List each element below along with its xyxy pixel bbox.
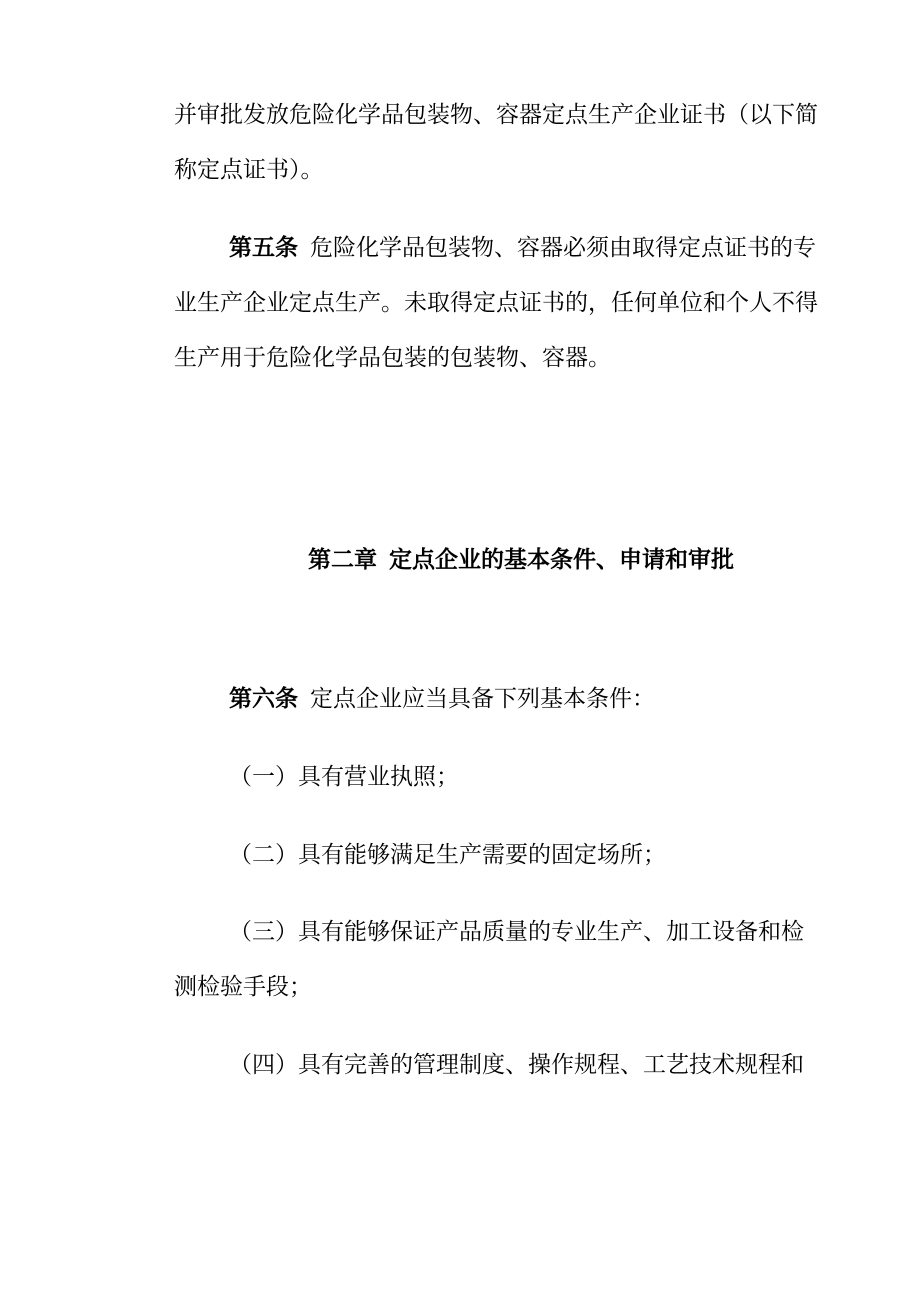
chapter-number: 第二章	[308, 547, 377, 573]
article6-intro: 定点企业应当具备下列基本条件：	[310, 686, 655, 712]
list-item: （四）具有完善的管理制度、操作规程、工艺技术规程和	[229, 1052, 804, 1078]
article5-text-1: 危险化学品包装物、容器必须由取得定点证书的专	[310, 235, 816, 261]
article5-line-3: 生产用于危险化学品包装的包装物、容器。	[174, 345, 611, 371]
chapter-title: 定点企业的基本条件、申请和审批	[389, 547, 734, 573]
list-item-continuation: 测检验手段；	[174, 974, 312, 1000]
list-item: （二）具有能够满足生产需要的固定场所；	[229, 842, 666, 868]
list-item: （三）具有能够保证产品质量的专业生产、加工设备和检	[229, 919, 804, 945]
chapter-heading	[0, 545, 920, 575]
article6-line	[229, 684, 824, 714]
article5-label: 第五条	[229, 235, 298, 261]
continuation-line-2: 称定点证书）。	[174, 157, 324, 183]
article5-line-2: 业生产企业定点生产。未取得定点证书的，任何单位和个人不得	[174, 290, 818, 316]
article5-line-1	[229, 233, 824, 263]
article6-label: 第六条	[229, 686, 298, 712]
list-item: （一）具有营业执照；	[229, 764, 459, 790]
continuation-line-1: 并审批发放危险化学品包装物、容器定点生产企业证书（以下简	[174, 102, 818, 128]
